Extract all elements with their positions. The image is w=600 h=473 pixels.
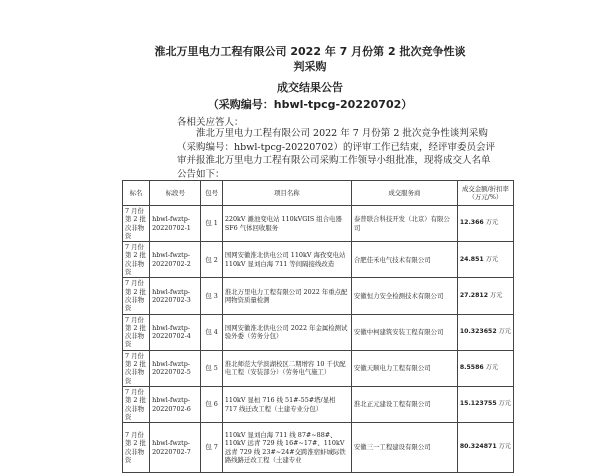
cell-section-number: hbwl-fwztp-20220702-3 xyxy=(150,278,201,314)
cell-amount xyxy=(457,423,513,473)
amount-unit: 万元 xyxy=(490,291,503,299)
table-header-row xyxy=(123,181,514,206)
cell-amount xyxy=(457,206,513,242)
cell-project-name: 110kV 显桓 716 线 51#-55#塔/显相 717 线迁改工程（土建专业分包） xyxy=(222,386,351,422)
cell-amount xyxy=(457,350,513,386)
cell-amount xyxy=(457,242,513,278)
header-bid-name: 标名 xyxy=(123,181,150,206)
cell-package: 包 1 xyxy=(201,206,222,242)
cell-vendor: 泰普联合科技开发（北京）有限公司 xyxy=(351,206,457,242)
header-project-name: 项目名称 xyxy=(222,181,351,206)
amount-value: 12.366 xyxy=(459,219,484,227)
amount-unit: 万元 xyxy=(485,219,499,227)
cell-bid-name: 7 月份第 2 批次非物资 xyxy=(123,314,150,350)
cell-vendor: 安徽恒力安全检测技术有限公司 xyxy=(351,278,457,314)
cell-bid-name: 7 月份第 2 批次非物资 xyxy=(123,350,150,386)
announcement-body: 淮北万里电力工程有限公司 2022 年 7 月份第 2 批次竞争性谈判采购（采购编号：hbwl-tpcg-20220702）的评审工作已结束，经评审委员会评审并报淮北万里电力工程有限公司采购工作领导小组批准，现将成交人名单公告如下： xyxy=(177,128,495,180)
cell-project-name: 220kV 濉池变电站 110kVGIS 组合电器 SF6 气体回收服务 xyxy=(222,206,351,242)
table-row xyxy=(123,314,514,350)
cell-vendor: 安徽三一工程建设有限公司 xyxy=(351,423,457,473)
cell-section-number: hbwl-fwztp-20220702-6 xyxy=(150,386,201,422)
table-row xyxy=(123,350,514,386)
cell-amount xyxy=(457,278,513,314)
cell-section-number: hbwl-fwztp-20220702-4 xyxy=(150,314,201,350)
cell-section-number: hbwl-fwztp-20220702-5 xyxy=(150,350,201,386)
cell-section-number: hbwl-fwztp-20220702-7 xyxy=(150,423,201,473)
cell-package: 包 3 xyxy=(201,278,222,314)
table-row xyxy=(123,278,514,314)
cell-vendor: 淮北正元建设工程有限公司 xyxy=(351,386,457,422)
amount-unit: 万元 xyxy=(485,255,499,263)
cell-amount xyxy=(457,314,513,350)
cell-package: 包 2 xyxy=(201,242,222,278)
cell-bid-name: 7 月份第 2 批次非物资 xyxy=(123,278,150,314)
cell-bid-name: 7 月份第 2 批次非物资 xyxy=(123,423,150,473)
cell-project-name: 淮北师范大学滨湖校区二期增容 10 千伏配电工程（安装部分）（劳务电气施工） xyxy=(222,350,351,386)
document-subtitle: 成交结果公告 xyxy=(277,81,343,94)
amount-value: 80.324871 xyxy=(459,443,497,451)
amount-unit: 万元 xyxy=(498,443,511,451)
cell-section-number: hbwl-fwztp-20220702-2 xyxy=(150,242,201,278)
cell-package: 包 5 xyxy=(201,350,222,386)
cell-section-number: hbwl-fwztp-20220702-1 xyxy=(150,206,201,242)
document-title: 淮北万里电力工程有限公司 2022 年 7 月份第 2 批次竞争性谈判采购 xyxy=(154,45,466,73)
header-vendor: 成交服务商 xyxy=(351,181,457,206)
amount-unit: 万元 xyxy=(498,400,511,408)
header-section-number: 标段号 xyxy=(150,181,201,206)
cell-vendor: 合肥佳禾电气技术有限公司 xyxy=(351,242,457,278)
salutation: 各相关应答人： xyxy=(177,117,244,128)
table-row xyxy=(123,386,514,422)
header-amount: 成交金额/折扣率（万元/%） xyxy=(457,181,513,206)
cell-package: 包 6 xyxy=(201,386,222,422)
cell-package: 包 4 xyxy=(201,314,222,350)
cell-bid-name: 7 月份第 2 批次非物资 xyxy=(123,386,150,422)
cell-amount xyxy=(457,386,513,422)
table-row xyxy=(123,242,514,278)
cell-project-name: 淮北万里电力工程有限公司 2022 年重点配网物资质量检测 xyxy=(222,278,351,314)
cell-package: 包 7 xyxy=(201,423,222,473)
cell-vendor: 安徽天顺电力工程有限公司 xyxy=(351,350,457,386)
cell-project-name: 110kV 显刘白海 711 线 87#~88#、110kV 远青 729 线 16#~17#、110kV 远青 729 线 23#~24#交跨淮宿蚌城际铁路线路迁改工程（土建专业 xyxy=(222,423,351,473)
cell-bid-name: 7 月份第 2 批次非物资 xyxy=(123,206,150,242)
amount-value: 15.123755 xyxy=(459,400,497,408)
cell-bid-name: 7 月份第 2 批次非物资 xyxy=(123,242,150,278)
header-package: 包号 xyxy=(201,181,222,206)
table-row xyxy=(123,206,514,242)
amount-value: 8.5586 xyxy=(459,364,484,372)
amount-unit: 万元 xyxy=(485,364,499,372)
table-row xyxy=(123,423,514,473)
results-table xyxy=(122,180,514,473)
amount-value: 10.323652 xyxy=(459,328,497,335)
procurement-code: （采购编号：hbwl-tpcg-20220702） xyxy=(207,98,413,111)
cell-vendor: 安徽中柯建筑安装工程有限公司 xyxy=(351,314,457,350)
cell-project-name: 国网安徽淮北供电公司 110kV 海孜变电站 110kV 显刘白海 711 等间隔接线改造 xyxy=(222,242,351,278)
cell-project-name: 国网安徽淮北供电公司 2022 年金属检测试验外委（劳务分包） xyxy=(222,314,351,350)
amount-value: 24.851 xyxy=(459,255,484,263)
amount-value: 27.2812 xyxy=(459,291,489,299)
amount-unit: 万元 xyxy=(498,328,511,335)
